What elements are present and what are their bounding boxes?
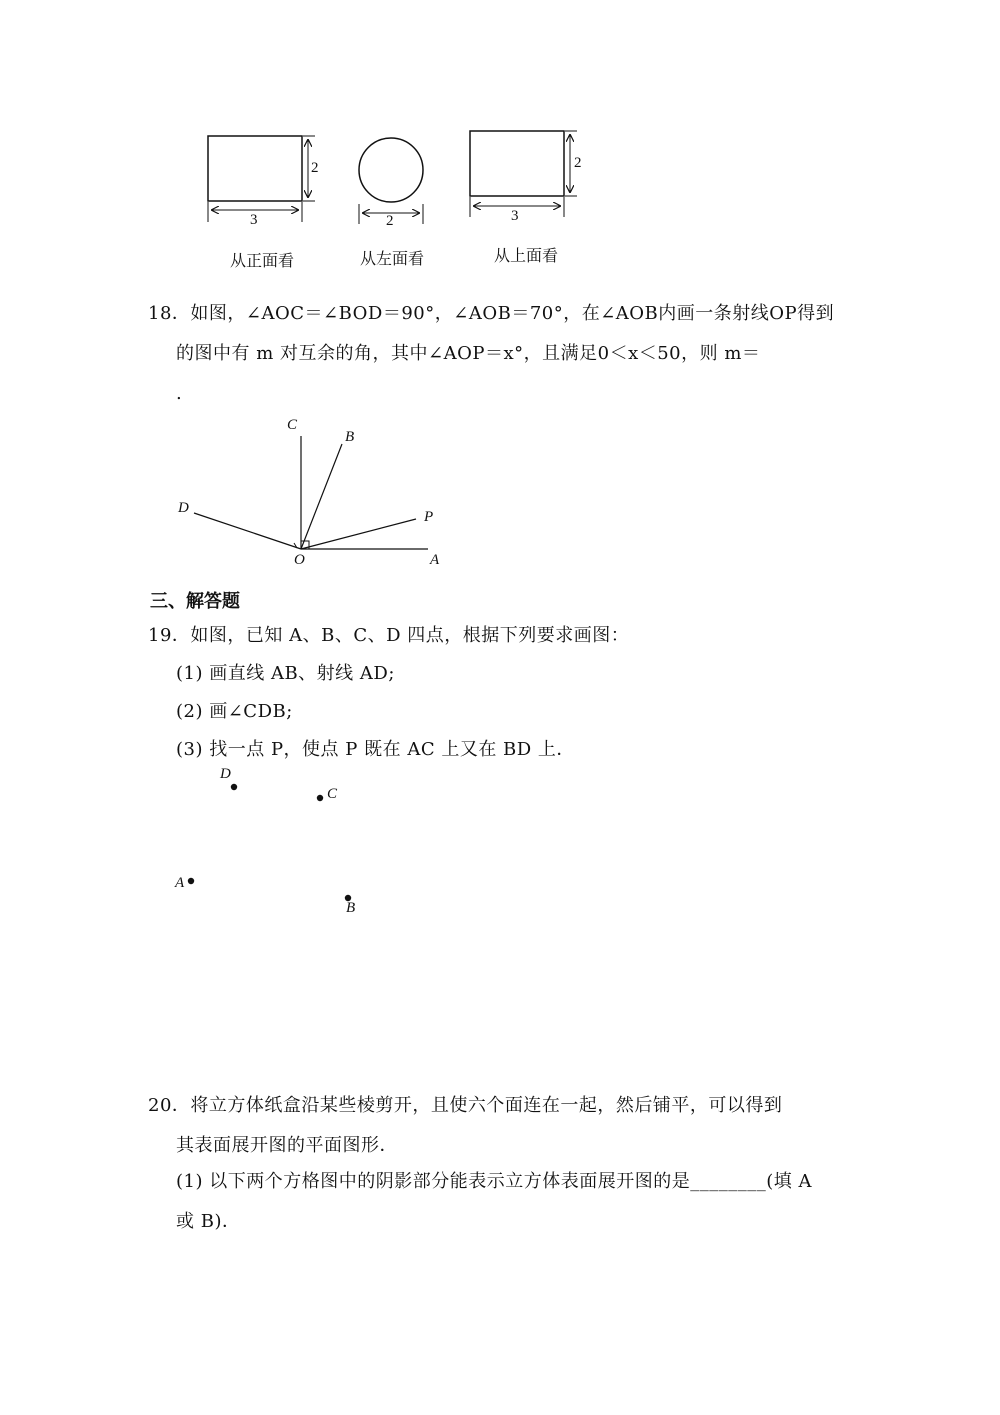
left-diameter-label: 2 [386,213,394,229]
point-a-label: A [175,875,185,891]
point-d-dot [231,784,237,790]
point-a-dot [188,878,194,884]
q19-item3: (3) 找一点 P，使点 P 既在 AC 上又在 BD 上． [176,739,575,760]
front-width-label: 3 [250,212,258,228]
top-view-caption: 从上面看 [494,246,559,265]
left-view-caption: 从左面看 [360,249,425,268]
front-view-rect [208,136,302,201]
point-b-label: B [346,900,356,916]
q19-item2: (2) 画∠CDB; [176,701,293,722]
point-c-label: C [327,786,338,802]
point-c-dot [317,795,323,801]
q18-line2: 的图中有 m 对互余的角，其中∠AOP＝x°，且满足0＜x＜50，则 m＝ [176,343,761,364]
q18-line1: 18．如图，∠AOC＝∠BOD＝90°，∠AOB＝70°，在∠AOB内画一条射线OP得到 [148,303,835,324]
top-height-label: 2 [574,155,582,171]
top-width-label: 3 [511,208,519,224]
point-d-label: D [220,766,231,782]
label-a: A [430,552,440,568]
label-c: C [287,417,298,433]
section-title: 三、解答题 [150,591,240,612]
q20-item1: (1) 以下两个方格图中的阴影部分能表示立方体表面展开图的是________(填 A [176,1171,812,1192]
front-height-label: 2 [311,160,319,176]
q19-line1: 19．如图，已知 A、B、C、D 四点，根据下列要求画图： [148,625,630,646]
label-b: B [345,429,355,445]
q18-line3: . [176,383,183,404]
angle-figure [194,436,428,549]
q19-item1: (1) 画直线 AB、射线 AD; [176,663,395,684]
q20-line1: 20．将立方体纸盒沿某些棱剪开，且使六个面连在一起，然后铺平，可以得到 [148,1095,783,1116]
q20-item1-cont: 或 B)． [176,1211,241,1232]
label-p: P [424,509,434,525]
front-view-caption: 从正面看 [230,251,295,270]
left-view-circle [359,138,423,202]
label-d: D [178,500,189,516]
q20-line2: 其表面展开图的平面图形． [176,1135,398,1156]
top-view-rect [470,131,564,196]
label-o: O [294,552,305,568]
